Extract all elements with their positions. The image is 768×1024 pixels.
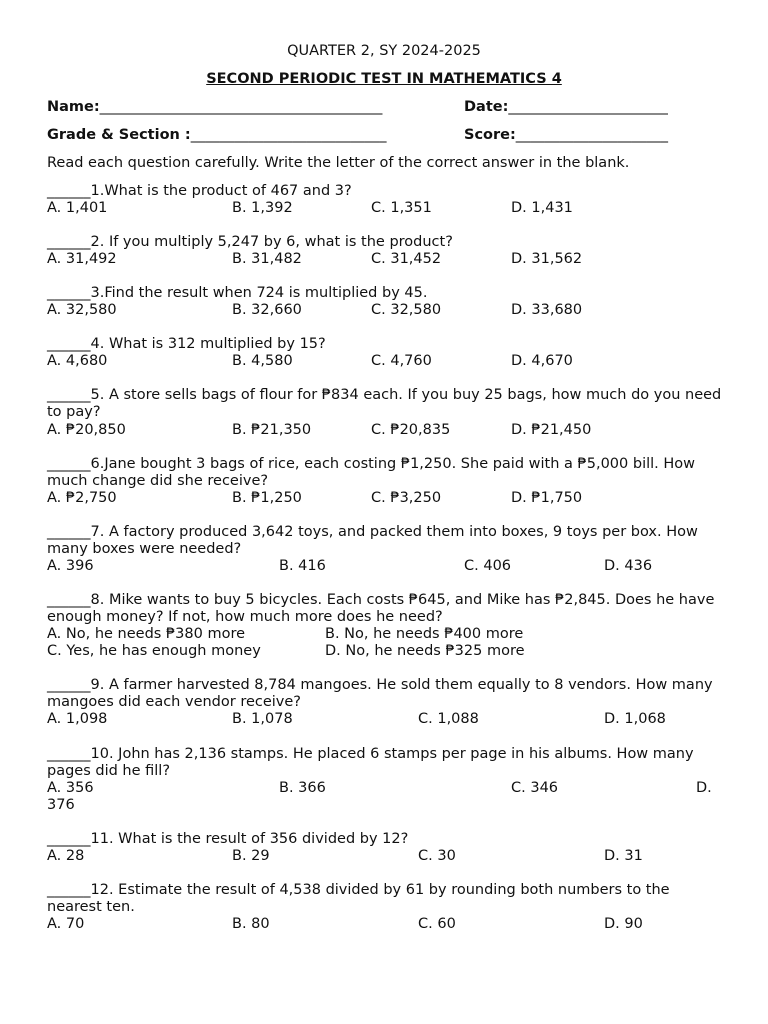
q10-option-d-label: D. — [696, 780, 712, 796]
q8-option-d: D. No, he needs ₱325 more — [325, 643, 525, 659]
q10-option-c: C. 346 — [511, 780, 559, 796]
q12-option-c: C. 60 — [418, 916, 456, 932]
q2-option-b: B. 31,482 — [232, 251, 302, 267]
q1-option-b: B. 1,392 — [232, 200, 293, 216]
q9-option-d: D. 1,068 — [604, 711, 666, 727]
q1-option-c: C. 1,351 — [371, 200, 432, 216]
q11-option-c: C. 30 — [418, 848, 456, 864]
question-3: ______3.Find the result when 724 is multiplied by 45. — [47, 285, 428, 301]
q8-option-b: B. No, he needs ₱400 more — [325, 626, 524, 642]
question-12: ______12. Estimate the result of 4,538 divided by 61 by rounding both numbers to the nearest ten. — [47, 882, 670, 915]
date-blank: ______________________ — [508, 99, 668, 115]
q3-option-d: D. 33,680 — [511, 302, 583, 318]
question-6: ______6.Jane bought 3 bags of rice, each costing ₱1,250. She paid with a ₱5,000 bill. How much change did she receive? — [47, 456, 696, 489]
q11-option-a: A. 28 — [47, 848, 85, 864]
quarter-heading: QUARTER 2, SY 2024-2025 — [287, 43, 481, 59]
q7-option-d: D. 436 — [604, 558, 653, 574]
name-row — [47, 99, 382, 116]
question-7: ______7. A factory produced 3,642 toys, and packed them into boxes, 9 toys per box. How many boxes were needed? — [47, 524, 698, 557]
q9-option-b: B. 1,078 — [232, 711, 293, 727]
grade-label: Grade & Section : — [47, 127, 191, 143]
q10-option-d-value: 376 — [47, 797, 75, 813]
q4-option-c: C. 4,760 — [371, 353, 432, 369]
q8-option-c: C. Yes, he has enough money — [47, 643, 261, 659]
q4-option-b: B. 4,580 — [232, 353, 293, 369]
score-row — [464, 127, 668, 144]
q7-option-a: A. 396 — [47, 558, 94, 574]
q12-option-d: D. 90 — [604, 916, 643, 932]
q12-option-b: B. 80 — [232, 916, 270, 932]
q2-option-a: A. 31,492 — [47, 251, 117, 267]
q3-option-c: C. 32,580 — [371, 302, 442, 318]
q11-option-d: D. 31 — [604, 848, 643, 864]
grade-row — [47, 127, 386, 144]
q1-option-d: D. 1,431 — [511, 200, 573, 216]
name-blank: _______________________________________ — [99, 99, 383, 115]
instructions: Read each question carefully. Write the letter of the correct answer in the blank. — [47, 155, 630, 171]
q1-option-a: A. 1,401 — [47, 200, 108, 216]
q5-option-c: C. ₱20,835 — [371, 422, 451, 438]
date-row — [464, 99, 668, 116]
q6-option-d: D. ₱1,750 — [511, 490, 583, 506]
q5-option-d: D. ₱21,450 — [511, 422, 592, 438]
date-label: Date: — [464, 99, 509, 115]
q10-option-a: A. 356 — [47, 780, 94, 796]
q2-option-c: C. 31,452 — [371, 251, 442, 267]
question-4: ______4. What is 312 multiplied by 15? — [47, 336, 326, 352]
name-label: Name: — [47, 99, 100, 115]
question-2: ______2. If you multiply 5,247 by 6, what is the product? — [47, 234, 453, 250]
question-5: ______5. A store sells bags of flour for ₱834 each. If you buy 25 bags, how much do you need to pay? — [47, 387, 722, 420]
question-8: ______8. Mike wants to buy 5 bicycles. Each costs ₱645, and Mike has ₱2,845. Does he have enough money? If not, how much more does he need? — [47, 592, 715, 625]
q7-option-c: C. 406 — [464, 558, 512, 574]
q8-option-a: A. No, he needs ₱380 more — [47, 626, 246, 642]
q4-option-d: D. 4,670 — [511, 353, 573, 369]
question-10: ______10. John has 2,136 stamps. He placed 6 stamps per page in his albums. How many pages did he fill? — [47, 746, 694, 779]
q5-option-a: A. ₱20,850 — [47, 422, 126, 438]
q7-option-b: B. 416 — [279, 558, 326, 574]
q3-option-b: B. 32,660 — [232, 302, 302, 318]
q9-option-c: C. 1,088 — [418, 711, 479, 727]
question-11: ______11. What is the result of 356 divided by 12? — [47, 831, 409, 847]
q6-option-c: C. ₱3,250 — [371, 490, 442, 506]
q6-option-b: B. ₱1,250 — [232, 490, 302, 506]
score-blank: _____________________ — [515, 127, 669, 143]
q4-option-a: A. 4,680 — [47, 353, 108, 369]
test-title: SECOND PERIODIC TEST IN MATHEMATICS 4 — [206, 71, 562, 87]
q5-option-b: B. ₱21,350 — [232, 422, 312, 438]
q11-option-b: B. 29 — [232, 848, 270, 864]
q2-option-d: D. 31,562 — [511, 251, 583, 267]
grade-blank: ___________________________ — [190, 127, 387, 143]
question-9: ______9. A farmer harvested 8,784 mangoes. He sold them equally to 8 vendors. How many mangoes did each vendor receive? — [47, 677, 713, 710]
score-label: Score: — [464, 127, 516, 143]
q3-option-a: A. 32,580 — [47, 302, 117, 318]
q9-option-a: A. 1,098 — [47, 711, 108, 727]
question-1: ______1.What is the product of 467 and 3? — [47, 183, 352, 199]
q12-option-a: A. 70 — [47, 916, 85, 932]
q10-option-b: B. 366 — [279, 780, 326, 796]
q6-option-a: A. ₱2,750 — [47, 490, 117, 506]
